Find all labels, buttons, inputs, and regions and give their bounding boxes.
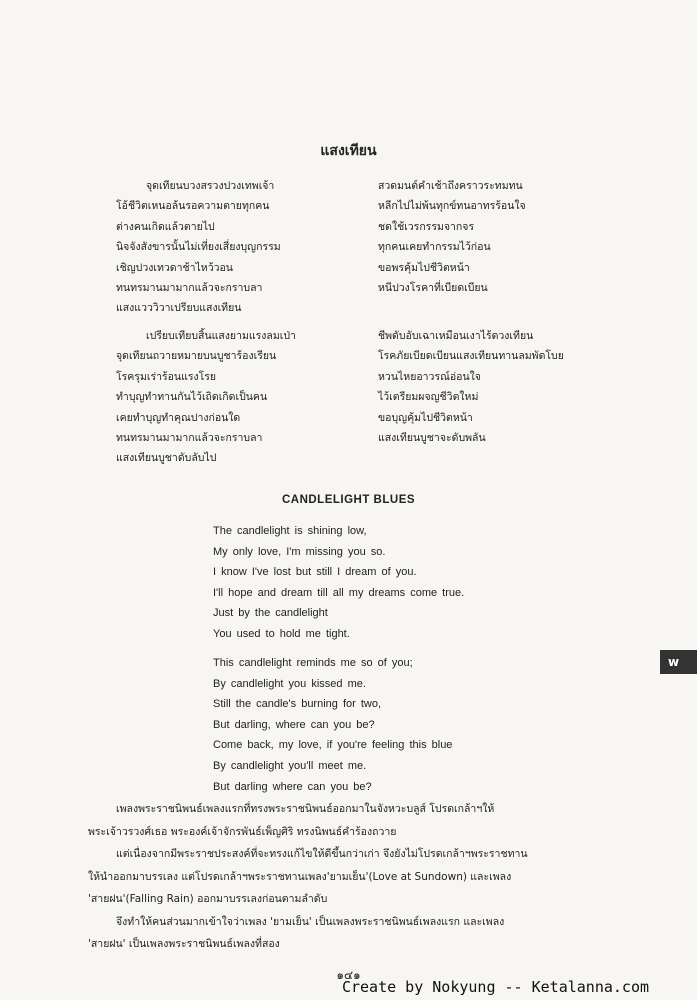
verse-line: ขอบุญคุ้มไปชีวิตหน้า: [378, 411, 473, 424]
verse-line: The candlelight is shining low,: [213, 525, 367, 537]
verse-line: หวนไหยอาวรณ์อ่อนใจ: [378, 370, 481, 383]
verse-line: โรครุมเร่าร้อนแรงโรย: [116, 370, 217, 383]
verse-line: You used to hold me tight.: [213, 627, 350, 640]
verse-line: By candlelight you'll meet me.: [213, 759, 367, 772]
thai-verse-1-left: [116, 176, 281, 319]
english-title: CANDLELIGHT BLUES: [281, 494, 416, 506]
verse-line: จุดเทียนบวงสรวงปวงเทพเจ้า: [146, 180, 275, 192]
verse-line: สวดมนต์คำเช้าถึงคราวระทมทน: [378, 180, 523, 192]
verse-line: My only love, I'm missing you so.: [213, 545, 386, 558]
verse-line: เคยทำบุญทำคุณปางก่อนใด: [116, 411, 241, 424]
verse-line: หนีปวงโรคาที่เบียดเบียน: [378, 281, 488, 294]
verse-line: ทุกคนเคยทำกรรมไว้ก่อน: [378, 241, 491, 254]
verse-line: Come back, my love, if you're feeling this blue: [213, 739, 453, 752]
verse-line: But darling where can you be?: [213, 780, 372, 793]
verse-line: This candlelight reminds me so of you;: [213, 657, 413, 669]
thai-verse-1-right: [378, 176, 526, 298]
verse-line: แสงแวววิวาเปรียบแสงเทียน: [116, 302, 242, 315]
verse-line: โรคภัยเบียดเบียนแสงเทียนทานลมพัดโบย: [378, 350, 564, 363]
verse-line: ทนทรมานมามากแล้วจะกราบลา: [116, 431, 263, 444]
page-title: แสงเทียน: [320, 143, 377, 159]
verse-line: หลีกไปไม่พ้นทุกข์ทนอาทรร้อนใจ: [378, 200, 526, 213]
paragraph-line: ให้นำออกมาบรรเลง แต่โปรดเกล้าฯพระราชทานเพลง'ยามเย็น'(Love at Sundown) และเพลง: [88, 870, 512, 883]
verse-line: เชิญปวงเทวดาช้าไหว้วอน: [116, 261, 233, 274]
verse-line: จุดเทียนถวายหมายบนบูชาร้องเรียน: [116, 350, 277, 363]
page-number: ๑๔๑: [336, 968, 361, 982]
watermark: Create by Nokyung -- Ketalanna.com: [341, 978, 649, 996]
verse-line: ต่างคนเกิดแล้วตายไป: [116, 220, 215, 233]
paragraph-line: 'สายฝน'(Falling Rain) ออกมาบรรเลงก่อนตามลำดับ: [88, 893, 328, 905]
thai-verse-2-left: [116, 326, 296, 469]
verse-line: I know I've lost but still I dream of you.: [213, 566, 417, 579]
paragraph-line: แต่เนื่องจากมีพระราชประสงค์ที่จะทรงแก้ไขให้ดีขึ้นกว่าเก่า จึงยังไม่โปรดเกล้าฯพระราชทาน: [116, 848, 528, 860]
verse-line: ทนทรมานมามากแล้วจะกราบลา: [116, 281, 263, 294]
verse-line: By candlelight you kissed me.: [213, 677, 366, 690]
verse-line: I'll hope and dream till all my dreams come true.: [213, 586, 465, 599]
paragraph-line: 'สายฝน' เป็นเพลงพระราชนิพนธ์เพลงที่สอง: [88, 938, 280, 950]
verse-line: แสงเทียนบูชาดับลับไป: [116, 452, 217, 465]
verse-line: Just by the candlelight: [213, 607, 328, 620]
section-tab: w: [660, 650, 697, 674]
verse-line: But darling, where can you be?: [213, 718, 375, 731]
paragraph-line: พระเจ้าวรวงศ์เธอ พระองค์เจ้าจักรพันธ์เพ็ญศิริ ทรงนิพนธ์คำร้องถวาย: [88, 825, 397, 838]
verse-line: ไว้เตรียมผจญชีวิตใหม่: [378, 391, 479, 404]
verse-line: ขอพรคุ้มไปชีวิตหน้า: [378, 261, 470, 274]
english-verse-1: [213, 521, 464, 645]
verse-line: ทำบุญทำทานกันไว้เถิดเกิดเป็นคน: [116, 391, 268, 404]
verse-line: นิจจังสังขารนั้นไม่เที่ยงเสี่ยงบุญกรรม: [116, 241, 281, 254]
english-verse-2: [213, 653, 452, 797]
explanation-paragraph: [88, 798, 616, 956]
verse-line: เปรียบเทียบสิ้นแสงยามแรงลมเป่า: [146, 330, 296, 342]
verse-line: Still the candle's burning for two,: [213, 698, 382, 711]
thai-verse-2-right: [378, 326, 564, 448]
paragraph-line: เพลงพระราชนิพนธ์เพลงแรกที่ทรงพระราชนิพนธ์ออกมาในจังหวะบลูส์ โปรดเกล้าฯให้: [116, 803, 495, 815]
verse-line: แสงเทียนบูชาจะดับพลัน: [378, 431, 486, 444]
verse-line: ชดใช้เวรกรรมจากจร: [378, 220, 475, 233]
verse-line: โอ้ชีวิตเหนอล้นรอความตายทุกคน: [116, 200, 270, 213]
paragraph-line: จึงทำให้คนส่วนมากเข้าใจว่าเพลง 'ยามเย็น' เป็นเพลงพระราชนิพนธ์เพลงแรก และเพลง: [116, 915, 505, 928]
verse-line: ชีพดับอับเฉาเหมือนเงาไร้ดวงเทียน: [378, 330, 534, 342]
